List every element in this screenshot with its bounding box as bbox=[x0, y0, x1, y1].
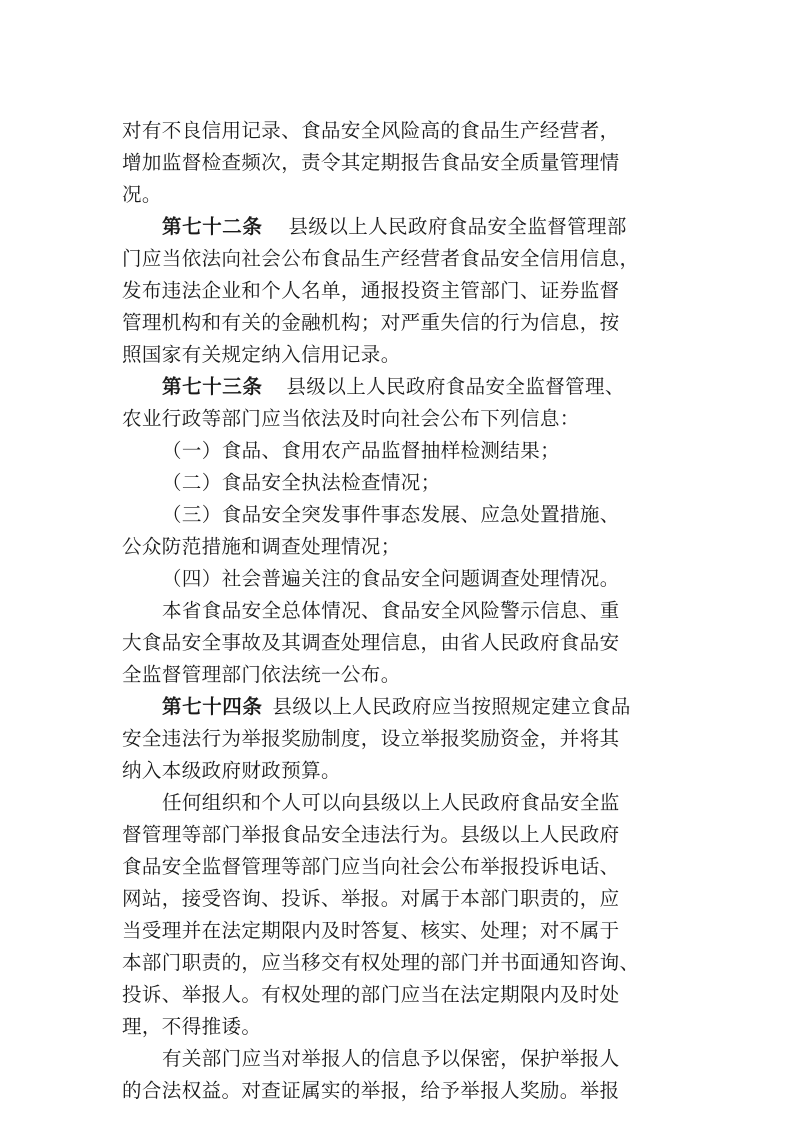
text-line: 当受理并在法定期限内及时答复、核实、处理；对不属于 bbox=[122, 919, 620, 942]
text-line: 发布违法企业和个人名单，通报投资主管部门、证券监督 bbox=[122, 279, 620, 302]
article-number: 第七十四条 bbox=[162, 695, 263, 718]
text-line: 理，不得推诿。 bbox=[122, 1015, 262, 1038]
article-74-heading-line: 第七十四条 县级以上人民政府应当按照规定建立食品 bbox=[162, 695, 631, 718]
list-item: （四）社会普遍关注的食品安全问题调查处理情况。 bbox=[162, 567, 620, 590]
text-line: 纳入本级政府财政预算。 bbox=[122, 759, 341, 782]
text-line: 网站，接受咨询、投诉、举报。对属于本部门职责的，应 bbox=[122, 887, 620, 910]
text-line: 本部门职责的，应当移交有权处理的部门并书面通知咨询、 bbox=[122, 951, 640, 974]
article-number: 第七十二条 bbox=[162, 215, 263, 238]
text-line: 督管理等部门举报食品安全违法行为。县级以上人民政府 bbox=[122, 823, 620, 846]
text-line: 对有不良信用记录、食品安全风险高的食品生产经营者， bbox=[122, 119, 620, 142]
list-item: （一）食品、食用农产品监督抽样检测结果； bbox=[162, 439, 561, 462]
text-line: 增加监督检查频次，责令其定期报告食品安全质量管理情 bbox=[122, 151, 620, 174]
article-number: 第七十三条 bbox=[162, 375, 263, 398]
text-line: 食品安全监督管理等部门应当向社会公布举报投诉电话、 bbox=[122, 855, 620, 878]
text-line: 投诉、举报人。有权处理的部门应当在法定期限内及时处 bbox=[122, 983, 620, 1006]
text-line: 任何组织和个人可以向县级以上人民政府食品安全监 bbox=[162, 791, 620, 814]
text-line: 管理机构和有关的金融机构；对严重失信的行为信息，按 bbox=[122, 311, 620, 334]
text-line: 本省食品安全总体情况、食品安全风险警示信息、重 bbox=[162, 599, 620, 622]
text-line: 全监督管理部门依法统一公布。 bbox=[122, 663, 401, 686]
article-72-heading-line: 第七十二条 县级以上人民政府食品安全监督管理部 bbox=[162, 215, 627, 238]
text-line: 公众防范措施和调查处理情况； bbox=[122, 535, 401, 558]
list-item: （二）食品安全执法检查情况； bbox=[162, 471, 441, 494]
text-line: 照国家有关规定纳入信用记录。 bbox=[122, 343, 401, 366]
text-line: 农业行政等部门应当依法及时向社会公布下列信息： bbox=[122, 407, 580, 430]
text-line: 门应当依法向社会公布食品生产经营者食品安全信用信息， bbox=[122, 247, 640, 270]
text-line: 大食品安全事故及其调查处理信息，由省人民政府食品安 bbox=[122, 631, 620, 654]
article-73-heading-line: 第七十三条 县级以上人民政府食品安全监督管理、 bbox=[162, 375, 625, 398]
text-line: 安全违法行为举报奖励制度，设立举报奖励资金，并将其 bbox=[122, 727, 620, 750]
text-line: 的合法权益。对查证属实的举报，给予举报人奖励。举报 bbox=[122, 1079, 620, 1102]
list-item: （三）食品安全突发事件事态发展、应急处置措施、 bbox=[162, 503, 620, 526]
text-line: 况。 bbox=[122, 183, 162, 206]
text-line: 有关部门应当对举报人的信息予以保密，保护举报人 bbox=[162, 1047, 620, 1070]
